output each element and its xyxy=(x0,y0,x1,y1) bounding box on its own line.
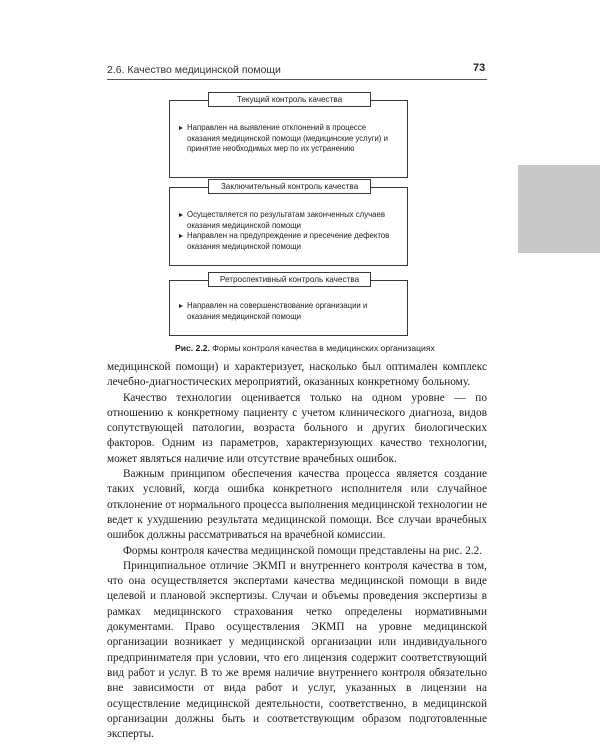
paragraph: Важным принципом обеспечения качества процесса является создание таких условий, когда ошибка конкретного исполнителя или случайное отклонение от нормального процесса выполнения медицинской технологии не ведет к ухудшению результата медицинской помощи. Все случаи врачебных ошибок должны рассматриваться на врачебной комиссии. xyxy=(107,468,487,542)
figure-caption-text: Формы контроля качества в медицинских организациях xyxy=(212,343,435,353)
diagram-list-item: Осуществляется по результатам законченных случаев оказания медицинской помощи xyxy=(179,210,401,231)
diagram-box-title: Заключительный контроль качества xyxy=(208,179,371,194)
paragraph: Качество технологии оценивается только на одном уровне — по отношению к конкретному пациенту с учетом клинического диагноза, видов сопутствующей патологии, возраста больного и других биологических факторов. Одним из параметров, характеризующих качество технологии, может являться наличие или отсутствие врачебных ошибок. xyxy=(107,391,487,465)
diagram-box-list xyxy=(179,301,401,322)
diagram-box-list xyxy=(179,123,401,155)
header-rule xyxy=(107,79,487,80)
diagram-box-title: Текущий контроль качества xyxy=(208,92,371,107)
page-number: 73 xyxy=(473,62,486,74)
figure-caption xyxy=(175,343,435,353)
diagram-box-retrospective-control xyxy=(169,275,408,336)
diagram-list-item: Направлен на выявление отклонений в процессе оказания медицинской помощи (медицинские услуги) и принятие необходимых мер по их устранению xyxy=(179,123,401,155)
diagram-box-final-control xyxy=(169,182,408,266)
figure-caption-label: Рис. 2.2. xyxy=(175,343,210,353)
chapter-thumb-tab xyxy=(518,165,600,253)
paragraph: медицинской помощи) и характеризует, насколько был оптимален комплекс лечебно-диагностических мероприятий, оказанных конкретному больному. xyxy=(107,361,487,389)
diagram-list-item: Направлен на совершенствование организации и оказания медицинской помощи xyxy=(179,301,401,322)
paragraph: Принципиальное отличие ЭКМП и внутреннего контроля качества в том, что она осуществляется экспертами качества медицинской помощи в виде целевой и плановой экспертизы. Случаи и объемы проведения экспертизы в рамках медицинского страхования четко определены нормативными документами. Право осуществления ЭКМП на уровне медицинской организации возникает у медицинской организации или индивидуального предпринимателя при условии, что его лицензия содержит соответствующий вид работ и услуг. В то же время наличие внутреннего контроля обязательно вне зависимости от вида работ и услуг, указанных в лицензии на осуществление медицинской деятельности, соответственно, в медицинской организации должны быть и соответствующим образом подготовленные эксперты. xyxy=(107,559,487,741)
diagram-list-item: Направлен на предупреждение и пресечение дефектов оказания медицинской помощи xyxy=(179,231,401,252)
body-text xyxy=(107,360,487,742)
running-header-title: 2.6. Качество медицинской помощи xyxy=(107,64,281,76)
diagram-box-current-control xyxy=(169,95,408,178)
diagram-box-list xyxy=(179,210,401,252)
paragraph: Формы контроля качества медицинской помощи представлены на рис. 2.2. xyxy=(123,544,483,557)
diagram-box-title: Ретроспективный контроль качества xyxy=(208,272,371,287)
